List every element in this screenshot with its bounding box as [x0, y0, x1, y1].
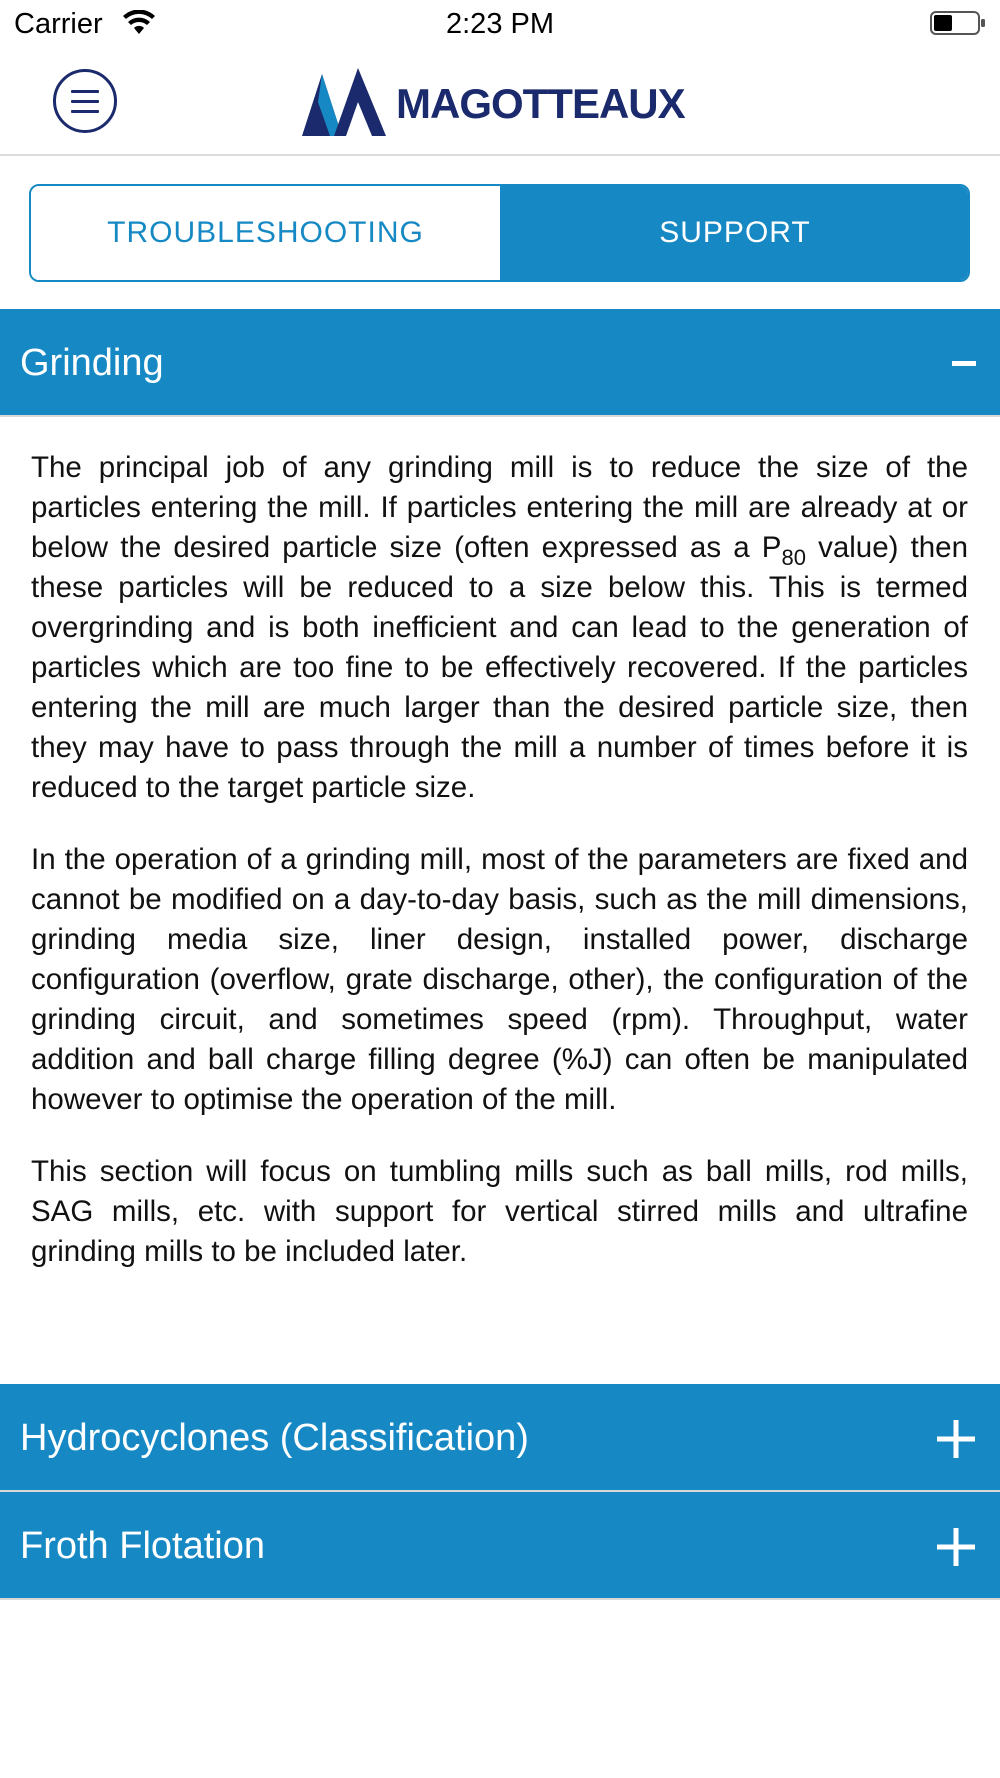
logo-text: MAGOTTEAUX	[396, 80, 685, 127]
subscript-80: 80	[781, 545, 806, 570]
battery-icon	[930, 11, 986, 35]
section-title-hydrocyclones: Hydrocyclones (Classification)	[20, 1417, 529, 1459]
tab-support[interactable]	[500, 186, 970, 280]
status-bar	[0, 0, 1000, 50]
paragraph: This section will focus on tumbling mills such as ball mills, rod mills, SAG mills, etc. with support for vertical stirred mills and ultrafine grinding mills to be included later.	[31, 1155, 968, 1268]
tab-troubleshooting-label: TROUBLESHOOTING	[107, 216, 424, 249]
expand-icon[interactable]	[937, 1528, 975, 1566]
section-header-hydrocyclones[interactable]	[0, 1384, 1000, 1492]
logo-mark-icon	[300, 66, 392, 138]
expand-icon[interactable]	[937, 1420, 975, 1458]
section-header-grinding[interactable]	[0, 309, 1000, 417]
status-time: 2:23 PM	[446, 8, 554, 40]
segmented-control	[29, 184, 970, 282]
section-content-grinding	[31, 448, 968, 1304]
section-header-froth-flotation[interactable]	[0, 1492, 1000, 1600]
tab-support-label: SUPPORT	[659, 216, 811, 249]
section-title-froth-flotation: Froth Flotation	[20, 1525, 265, 1567]
section-title-grinding: Grinding	[20, 342, 164, 384]
menu-button[interactable]	[53, 69, 117, 133]
tab-troubleshooting[interactable]	[31, 186, 500, 280]
carrier-label: Carrier	[14, 8, 103, 40]
paragraph: In the operation of a grinding mill, most of the parameters are fixed and cannot be modified on a day-to-day basis, such as the mill dimensions, grinding media size, liner design, installed power, discharge configuration (overflow, grate discharge, other), the configuration of the grinding circuit, and sometimes speed (rpm). Throughput, water addition and ball charge filling degree (%J) can often be manipulated however to optimise the operation of the mill.	[31, 843, 968, 1116]
app-header	[0, 50, 1000, 156]
magotteaux-logo	[300, 66, 685, 138]
paragraph: The principal job of any grinding mill is to reduce the size of the particles entering the mill. If particles entering the mill are already at or below the desired particle size (often expressed as a $P_{80}$ value) then these particles will be reduced to a size below this. This is termed overgrinding and is both inefficient and can lead to the generation of particles which are too fine to be effectively recovered. If the particles entering the mill are much larger than the desired particle size, then they may have to pass through the mill a number of times before it is reduced to the target particle size.	[31, 451, 969, 804]
collapse-icon[interactable]	[952, 361, 976, 366]
